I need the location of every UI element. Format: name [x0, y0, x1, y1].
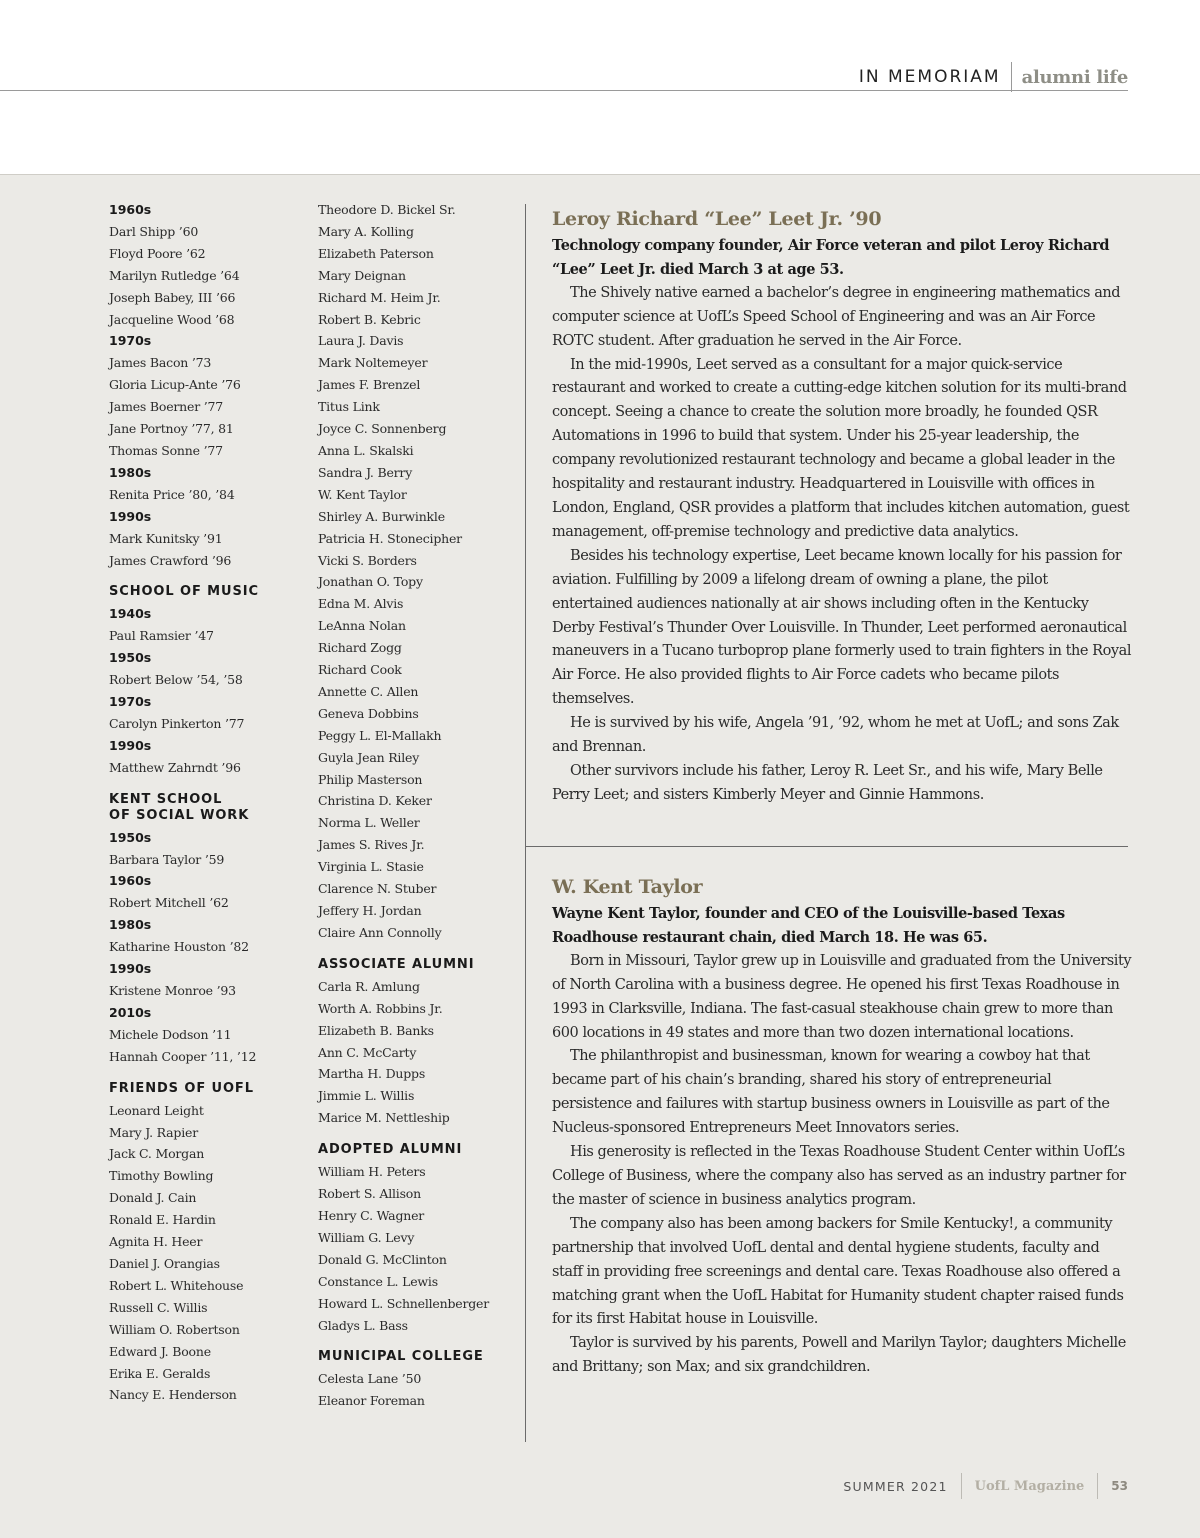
memorial-name: Elizabeth B. Banks: [318, 1022, 434, 1038]
memorial-name: Joyce C. Sonnenberg: [318, 421, 447, 437]
article-leet: [552, 206, 1132, 808]
article-paragraph: In the mid-1990s, Leet served as a consultant for a major quick-service restaurant and worked to create a cutting-edge kitchen solution for its multi-brand concept. Seeing a chance to create the solution more broadly, he founded QSR Automations in 1996 to build that system. Under his 25-year leadership, the company revolutionized restaurant technology and became a global leader in the hospitality and restaurant industry. Headquartered in Louisville with offices in London, England, QSR provides a platform that includes kitchen automation, guest management, off-premise technology and predictive data analytics.: [552, 356, 1130, 540]
memorial-name: Mary J. Rapier: [109, 1124, 198, 1140]
memorial-name: Jeffery H. Jordan: [318, 903, 422, 918]
memorial-name: Shirley A. Burwinkle: [318, 508, 445, 524]
memorial-name: Ronald E. Hardin: [109, 1212, 216, 1228]
memorial-name: Ann C. McCarty: [318, 1044, 417, 1060]
section-brand: alumni life: [1021, 66, 1128, 88]
memorial-name: Matthew Zahrndt ’96: [109, 759, 241, 775]
memorial-name: Barbara Taylor ’59: [109, 851, 225, 867]
memorial-name: Jack C. Morgan: [109, 1146, 205, 1162]
names-column-2: [318, 199, 518, 1412]
memorial-name: William O. Robertson: [109, 1321, 240, 1337]
article-paragraph: Other survivors include his father, Leroy R. Leet Sr., and his wife, Mary Belle Perry Leet; and sisters Kimberly Meyer and Ginnie Hammons.: [552, 762, 1103, 803]
memorial-name: Clarence N. Stuber: [318, 881, 437, 897]
memorial-name: Henry C. Wagner: [318, 1207, 425, 1223]
memorial-name: Laura J. Davis: [318, 333, 404, 349]
memorial-name: Jacqueline Wood ’68: [109, 311, 235, 327]
article-paragraph: The company also has been among backers for Smile Kentucky!, a community partnership that involved UofL dental and dental hygiene students, faculty and staff in providing free screenings and dental care. Texas Roadhouse also offered a matching grant when the UofL Habitat for Humanity student chapter raised funds for its first Habitat house in Louisville.: [552, 1215, 1124, 1328]
memorial-name: Russell C. Willis: [109, 1299, 208, 1315]
article-paragraph: Taylor is survived by his parents, Powell and Marilyn Taylor; daughters Michelle and Brittany; son Max; and six grandchildren.: [552, 1335, 1126, 1376]
memorial-name: Donald G. McClinton: [318, 1251, 447, 1267]
decade-label: 1950s: [109, 829, 152, 845]
memorial-name: Richard Cook: [318, 662, 402, 678]
memorial-name: Donald J. Cain: [109, 1190, 197, 1206]
school-heading: KENT SCHOOL OF SOCIAL WORK: [109, 791, 250, 823]
memorial-name: Celesta Lane ’50: [318, 1371, 422, 1387]
memorial-name: James Boerner ’77: [109, 399, 224, 415]
memorial-name: Gloria Licup-Ante ’76: [109, 377, 241, 393]
memorial-name: Virginia L. Stasie: [318, 859, 424, 875]
decade-label: 1990s: [109, 737, 152, 753]
article-paragraph: He is survived by his wife, Angela ’91, ’92, whom he met at UofL; and sons Zak and Brennan.: [552, 715, 1119, 756]
memorial-name: Claire Ann Connolly: [318, 924, 442, 940]
memorial-name: Vicki S. Borders: [318, 552, 417, 568]
memorial-name: James S. Rives Jr.: [318, 837, 425, 853]
memorial-name: Jonathan O. Topy: [318, 574, 423, 590]
memorial-name: Gladys L. Bass: [318, 1317, 408, 1333]
memorial-name: Annette C. Allen: [318, 683, 419, 699]
memorial-name: Robert L. Whitehouse: [109, 1277, 244, 1293]
memorial-name: Norma L. Weller: [318, 815, 420, 831]
page-footer: [843, 1472, 1128, 1500]
column-divider: [525, 204, 526, 1442]
article-paragraph: The Shively native earned a bachelor’s degree in engineering mathematics and computer science at UofL’s Speed School of Engineering and was an Air Force ROTC student. After graduation he served in the Air Force.: [552, 284, 1121, 349]
article-paragraph: The philanthropist and businessman, known for wearing a cowboy hat that became part of his chain’s branding, shared his story of entrepreneurial persistence and failures with startup business owners in Louisville as part of the Nucleus-sponsored Entrepreneurs Meet Innovators series.: [552, 1048, 1110, 1137]
school-heading: ASSOCIATE ALUMNI: [318, 956, 475, 972]
decade-label: 1950s: [109, 650, 152, 666]
article-body: [552, 950, 1132, 1380]
memorial-name: Peggy L. El-Mallakh: [318, 727, 442, 743]
memorial-name: Jimmie L. Willis: [318, 1088, 415, 1104]
memorial-name: Geneva Dobbins: [318, 705, 419, 721]
memorial-name: Robert B. Kebric: [318, 311, 421, 327]
memorial-name: Katharine Houston ’82: [109, 939, 249, 955]
memorial-name: Patricia H. Stonecipher: [318, 530, 462, 546]
memorial-name: W. Kent Taylor: [318, 486, 407, 502]
header-divider: [1011, 62, 1012, 92]
memorial-name: Guyla Jean Riley: [318, 749, 420, 765]
memorial-name: Daniel J. Orangias: [109, 1255, 220, 1271]
school-heading: ADOPTED ALUMNI: [318, 1142, 463, 1158]
memorial-name: Leonard Leight: [109, 1102, 204, 1118]
article-divider: [526, 846, 1128, 847]
decade-label: 1970s: [109, 694, 152, 710]
running-header: [859, 60, 1128, 94]
memorial-name: Edward J. Boone: [109, 1343, 211, 1359]
memorial-name: Richard Zogg: [318, 640, 402, 656]
memorial-name: Agnita H. Heer: [109, 1234, 203, 1250]
memorial-name: Mark Kunitsky ’91: [109, 530, 223, 546]
memorial-name: Thomas Sonne ’77: [109, 442, 223, 458]
memorial-name: Christina D. Keker: [318, 793, 432, 809]
decade-label: 1980s: [109, 464, 152, 480]
memorial-name: Marice M. Nettleship: [318, 1110, 450, 1126]
memorial-name: Marilyn Rutledge ’64: [109, 267, 240, 283]
article-taylor: [552, 874, 1132, 1380]
article-title: W. Kent Taylor: [552, 876, 703, 898]
memorial-name: Jane Portnoy ’77, 81: [109, 421, 234, 437]
decade-label: 1960s: [109, 202, 152, 217]
decade-label: 1970s: [109, 333, 152, 349]
decade-label: 1960s: [109, 873, 152, 889]
memorial-name: Titus Link: [318, 399, 380, 415]
memorial-name: Theodore D. Bickel Sr.: [318, 202, 456, 217]
article-paragraph: Besides his technology expertise, Leet became known locally for his passion for aviation. Fulfilling by 2009 a lifelong dream of owning a plane, the pilot entertained audiences nationally at air shows including often in the Kentucky Derby Festival’s Thunder Over Louisville. In Thunder, Leet performed aeronautical maneuvers in a Tucano turboprop plane formerly used to train fighters in the Royal Air Force. He also provided flights to Air Force cadets who became pilots themselves.: [552, 547, 1132, 708]
memorial-name: LeAnna Nolan: [318, 618, 406, 634]
memorial-name: Howard L. Schnellenberger: [318, 1295, 490, 1311]
article-lead: Technology company founder, Air Force veteran and pilot Leroy Richard “Lee” Leet Jr. died March 3 at age 53.: [552, 237, 1110, 278]
memorial-name: Robert S. Allison: [318, 1186, 421, 1202]
memorial-name: Renita Price ’80, ’84: [109, 486, 235, 502]
school-heading: MUNICIPAL COLLEGE: [318, 1349, 484, 1365]
decade-label: 1990s: [109, 961, 152, 977]
memorial-name: Richard M. Heim Jr.: [318, 289, 441, 305]
school-heading: FRIENDS OF UOFL: [109, 1080, 254, 1096]
decade-label: 1990s: [109, 508, 152, 524]
article-body: [552, 282, 1132, 808]
memorial-name: Kristene Monroe ’93: [109, 983, 236, 998]
memorial-name: Carolyn Pinkerton ’77: [109, 715, 245, 731]
decade-label: 1980s: [109, 917, 152, 933]
school-heading: SCHOOL OF MUSIC: [109, 584, 259, 600]
page-number: 53: [1111, 1479, 1128, 1493]
article-paragraph: His generosity is reflected in the Texas Roadhouse Student Center within UofL’s College of Business, where the company also has served as an industry partner for the master of science in business analytics program.: [552, 1144, 1126, 1208]
memorial-name: William H. Peters: [318, 1164, 426, 1180]
magazine-name: UofL Magazine: [974, 1478, 1085, 1494]
memorial-name: Anna L. Skalski: [318, 442, 414, 458]
footer-divider: [1097, 1473, 1098, 1499]
memorial-name: Carla R. Amlung: [318, 978, 420, 994]
memorial-name: Elizabeth Paterson: [318, 245, 434, 261]
memorial-name: Mark Noltemeyer: [318, 355, 428, 371]
section-title: IN MEMORIAM: [858, 67, 1001, 87]
memorial-name: Worth A. Robbins Jr.: [318, 1000, 443, 1016]
memorial-name: Darl Shipp ’60: [109, 223, 199, 239]
memorial-name: Mary Deignan: [318, 267, 406, 283]
names-column-1: [109, 199, 309, 1406]
memorial-name: Mary A. Kolling: [318, 223, 414, 239]
memorial-name: Joseph Babey, III ’66: [109, 289, 236, 305]
memorial-name: Timothy Bowling: [109, 1168, 214, 1184]
memorial-name: William G. Levy: [318, 1229, 415, 1245]
memorial-name: Michele Dodson ’11: [109, 1026, 232, 1042]
decade-label: 1940s: [109, 606, 152, 622]
memorial-name: Nancy E. Henderson: [109, 1387, 237, 1403]
memorial-name: James F. Brenzel: [318, 377, 421, 393]
memorial-name: James Crawford ’96: [109, 552, 232, 568]
memorial-name: Philip Masterson: [318, 771, 423, 787]
memorial-name: Robert Below ’54, ’58: [109, 672, 243, 688]
memorial-name: James Bacon ’73: [109, 355, 212, 371]
memorial-name: Constance L. Lewis: [318, 1273, 438, 1289]
issue-season: SUMMER 2021: [843, 1478, 948, 1494]
footer-divider: [961, 1473, 962, 1499]
article-title: Leroy Richard “Lee” Leet Jr. ’90: [552, 208, 882, 230]
memorial-name: Paul Ramsier ’47: [109, 628, 214, 644]
memorial-name: Edna M. Alvis: [318, 596, 404, 612]
memorial-name: Martha H. Dupps: [318, 1066, 426, 1082]
memorial-name: Sandra J. Berry: [318, 464, 413, 480]
article-paragraph: Born in Missouri, Taylor grew up in Louisville and graduated from the University of North Carolina with a business degree. He opened his first Texas Roadhouse in 1993 in Clarksville, Indiana. The fast-casual steakhouse chain grew to more than 600 locations in 49 states and more than two dozen international locations.: [552, 952, 1132, 1041]
memorial-name: Erika E. Geralds: [109, 1365, 211, 1381]
article-lead: Wayne Kent Taylor, founder and CEO of the Louisville-based Texas Roadhouse restaurant chain, died March 18. He was 65.: [552, 905, 1065, 946]
memorial-name: Robert Mitchell ’62: [109, 895, 229, 911]
decade-label: 2010s: [109, 1004, 152, 1020]
memorial-name: Floyd Poore ’62: [109, 245, 206, 261]
memorial-name: Eleanor Foreman: [318, 1393, 425, 1409]
memorial-name: Hannah Cooper ’11, ’12: [109, 1048, 257, 1064]
